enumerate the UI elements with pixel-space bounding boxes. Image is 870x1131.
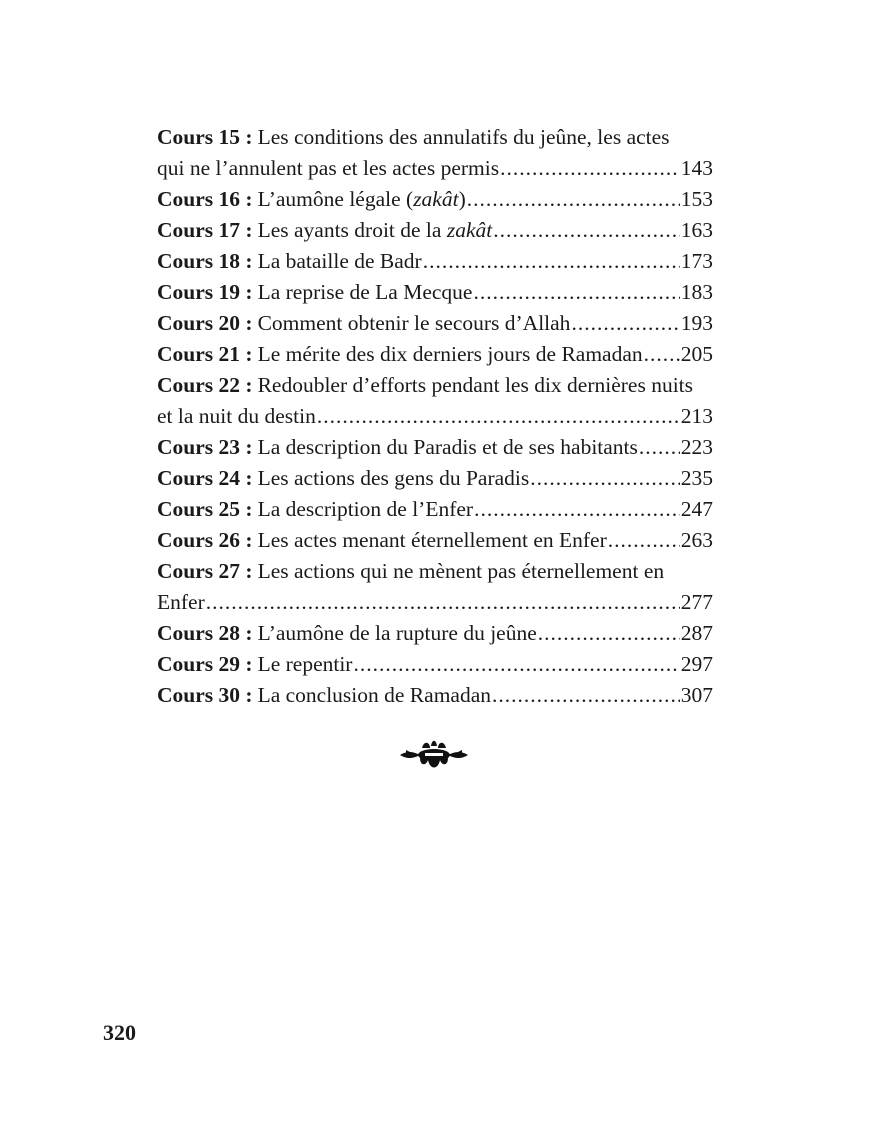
entry-page: 277 (680, 590, 713, 614)
leader-dots (317, 401, 680, 432)
leader-dots (639, 432, 680, 463)
entry-page: 183 (680, 280, 713, 304)
entry-title: qui ne l’annulent pas et les actes permis (157, 156, 500, 180)
entry-title: L’aumône de la rupture du jeûne (257, 621, 537, 645)
entry-label: Cours 28 : (157, 621, 253, 645)
entry-title-line1: Les conditions des annulatifs du jeûne, les actes (257, 125, 670, 149)
entry-label: Cours 15 : (157, 125, 253, 149)
toc-entry-30[interactable] (157, 680, 713, 711)
toc-entry-27[interactable] (157, 556, 713, 618)
entry-title: Le repentir (257, 652, 353, 676)
toc-entry-17[interactable] (157, 215, 713, 246)
entry-page: 287 (680, 621, 713, 645)
entry-label: Cours 20 : (157, 311, 253, 335)
entry-title: La conclusion de Ramadan (257, 683, 491, 707)
entry-label: Cours 23 : (157, 435, 253, 459)
entry-page: 163 (680, 218, 713, 242)
entry-label: Cours 18 : (157, 249, 253, 273)
entry-page: 263 (680, 528, 713, 552)
entry-label: Cours 22 : (157, 373, 253, 397)
entry-label: Cours 29 : (157, 652, 253, 676)
toc-entry-19[interactable] (157, 277, 713, 308)
toc-entry-24[interactable] (157, 463, 713, 494)
toc-entry-18[interactable] (157, 246, 713, 277)
entry-title: Les actes menant éternellement en Enfer (257, 528, 607, 552)
leader-dots (608, 525, 680, 556)
entry-label: Cours 27 : (157, 559, 253, 583)
entry-page: 307 (680, 683, 713, 707)
entry-page: 247 (680, 497, 713, 521)
toc-entry-21[interactable] (157, 339, 713, 370)
entry-title: Enfer (157, 590, 205, 614)
entry-page: 213 (680, 404, 713, 428)
toc-entry-29[interactable] (157, 649, 713, 680)
toc-entry-28[interactable] (157, 618, 713, 649)
toc-entry-25[interactable] (157, 494, 713, 525)
entry-title: La reprise de La Mecque (257, 280, 473, 304)
table-of-contents (157, 122, 713, 711)
entry-page: 223 (680, 435, 713, 459)
entry-page: 193 (680, 311, 713, 335)
entry-page: 205 (680, 342, 713, 366)
toc-entry-23[interactable] (157, 432, 713, 463)
entry-page: 143 (680, 156, 713, 180)
entry-title: Les ayants droit de la zakât (257, 218, 493, 242)
page-number: 320 (103, 1020, 136, 1045)
leader-dots (500, 153, 680, 184)
entry-label: Cours 17 : (157, 218, 253, 242)
entry-title: La bataille de Badr (257, 249, 422, 273)
entry-label: Cours 21 : (157, 342, 253, 366)
entry-page: 235 (680, 466, 713, 490)
toc-entry-15[interactable] (157, 122, 713, 184)
entry-title: La description du Paradis et de ses habitants (257, 435, 638, 459)
entry-page: 173 (680, 249, 713, 273)
leader-dots (353, 649, 679, 680)
leader-dots (571, 308, 679, 339)
entry-title: Comment obtenir le secours d’Allah (257, 311, 571, 335)
entry-title: Les actions des gens du Paradis (257, 466, 530, 490)
entry-label: Cours 16 : (157, 187, 253, 211)
entry-page: 297 (680, 652, 713, 676)
fleuron-ornament-icon (398, 738, 470, 772)
entry-label: Cours 26 : (157, 528, 253, 552)
entry-label: Cours 30 : (157, 683, 253, 707)
leader-dots (493, 215, 680, 246)
toc-entry-26[interactable] (157, 525, 713, 556)
leader-dots (644, 339, 680, 370)
entry-label: Cours 25 : (157, 497, 253, 521)
entry-title: L’aumône légale (zakât) (257, 187, 466, 211)
leader-dots (538, 618, 680, 649)
leader-dots (206, 587, 680, 618)
leader-dots (473, 277, 679, 308)
leader-dots (423, 246, 680, 277)
entry-title-line1: Les actions qui ne mènent pas éternellement en (257, 559, 665, 583)
toc-entry-16[interactable] (157, 184, 713, 215)
leader-dots (467, 184, 680, 215)
entry-page: 153 (680, 187, 713, 211)
toc-entry-20[interactable] (157, 308, 713, 339)
entry-title: La description de l’Enfer (257, 497, 474, 521)
entry-title: Le mérite des dix derniers jours de Ramadan (257, 342, 643, 366)
leader-dots (474, 494, 680, 525)
entry-label: Cours 24 : (157, 466, 253, 490)
entry-label: Cours 19 : (157, 280, 253, 304)
leader-dots (492, 680, 680, 711)
entry-title-line1: Redoubler d’efforts pendant les dix dernières nuits (257, 373, 694, 397)
entry-title: et la nuit du destin (157, 404, 316, 428)
leader-dots (530, 463, 680, 494)
toc-entry-22[interactable] (157, 370, 713, 432)
